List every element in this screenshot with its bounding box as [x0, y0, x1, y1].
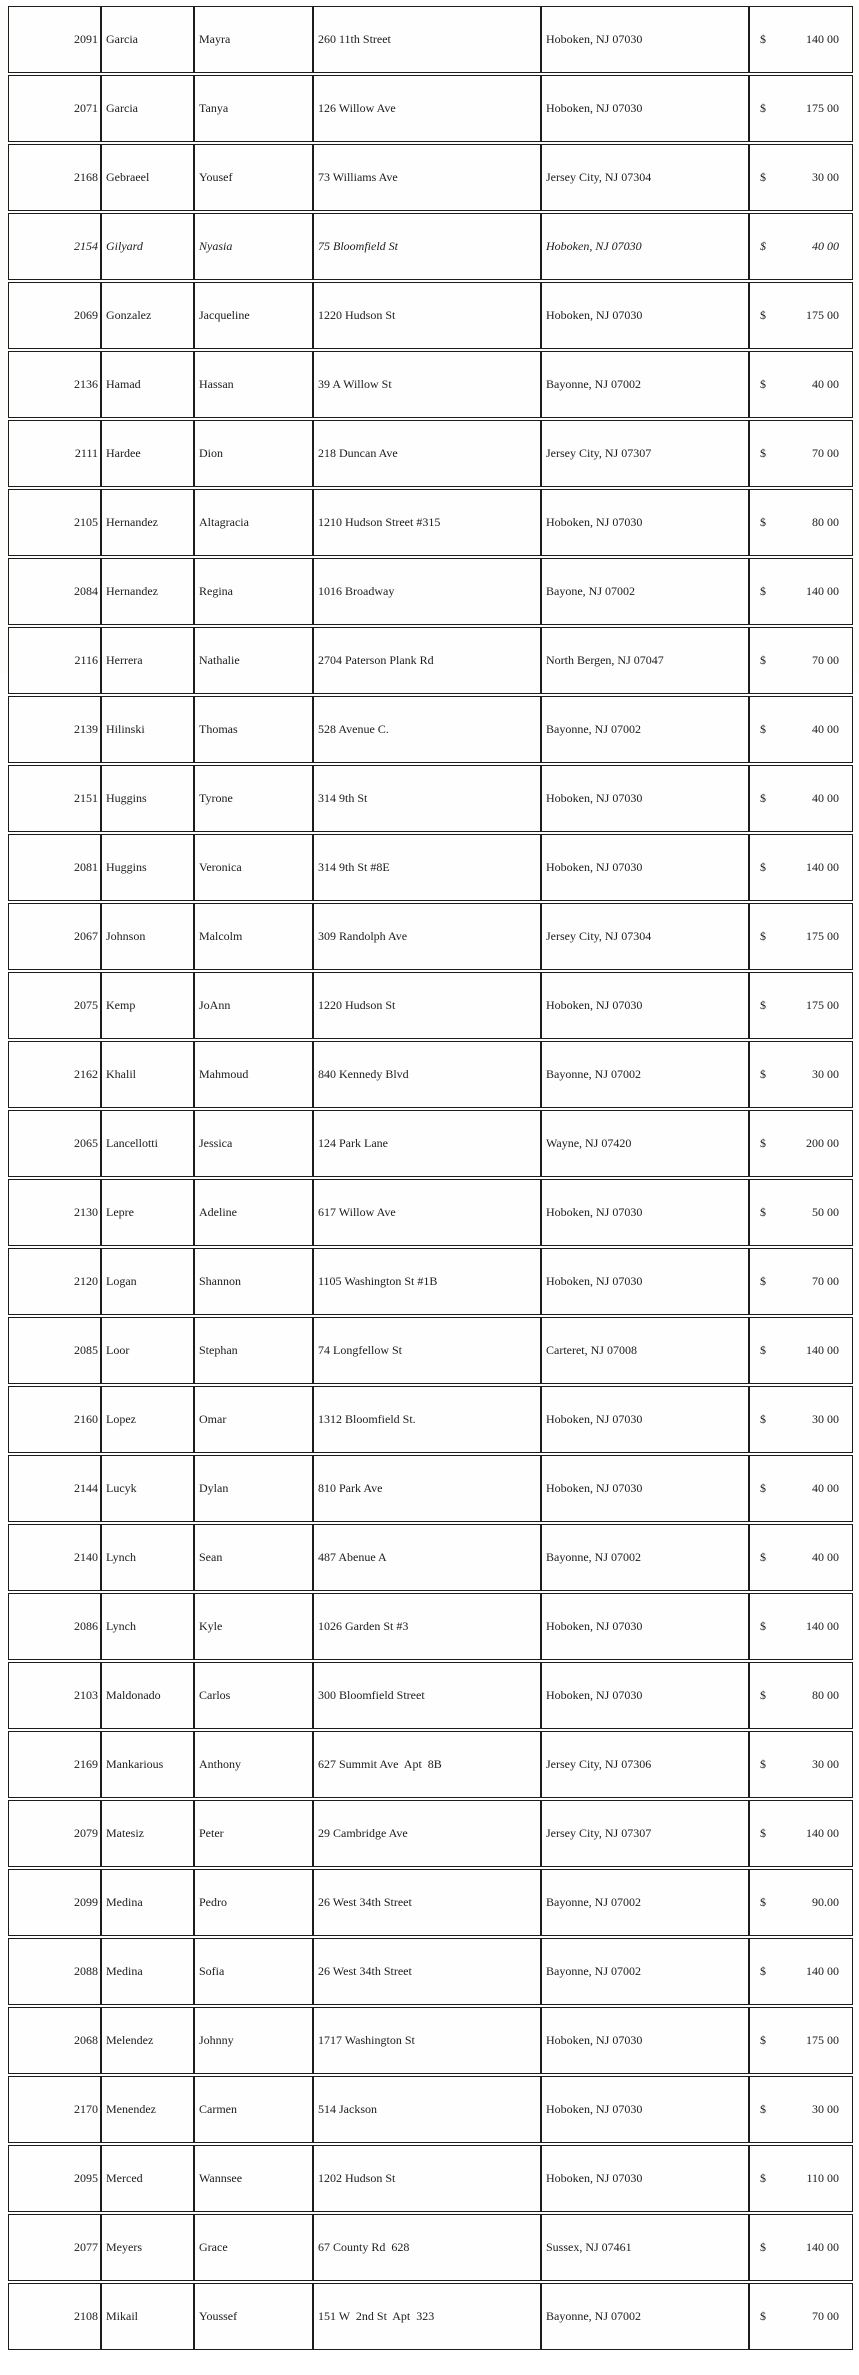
- city-state-zip-cell: Jersey City, NJ 07304: [541, 903, 749, 970]
- dollar-sign-icon: $: [760, 1550, 766, 1564]
- first-name-cell: Wannsee: [194, 2145, 313, 2212]
- record-id-cell: 2099: [8, 1869, 101, 1936]
- amount-wrapper: [754, 2284, 850, 2349]
- address-cell: 309 Randolph Ave: [313, 903, 541, 970]
- amount-value: 140 00: [806, 1619, 839, 1633]
- record-id-cell: 2071: [8, 75, 101, 142]
- first-name-cell: Hassan: [194, 351, 313, 418]
- city-state-zip-cell: Hoboken, NJ 07030: [541, 1593, 749, 1660]
- amount-value: 40 00: [812, 1550, 839, 1564]
- dollar-sign-icon: $: [760, 2240, 766, 2254]
- record-id-cell: 2169: [8, 1731, 101, 1798]
- dollar-sign-icon: $: [760, 1619, 766, 1633]
- city-state-zip-cell: Hoboken, NJ 07030: [541, 282, 749, 349]
- last-name-cell: Lancellotti: [101, 1110, 194, 1177]
- amount-value: 30 00: [812, 1412, 839, 1426]
- amount-value: 140 00: [806, 1964, 839, 1978]
- last-name-cell: Menendez: [101, 2076, 194, 2143]
- record-id-cell: 2116: [8, 627, 101, 694]
- record-id-cell: 2160: [8, 1386, 101, 1453]
- dollar-sign-icon: $: [760, 170, 766, 184]
- dollar-sign-icon: $: [760, 584, 766, 598]
- address-cell: 1717 Washington St: [313, 2007, 541, 2074]
- dollar-sign-icon: $: [760, 791, 766, 805]
- first-name-cell: Johnny: [194, 2007, 313, 2074]
- first-name-cell: Sofia: [194, 1938, 313, 2005]
- table-row: [8, 903, 853, 970]
- record-id-cell: 2065: [8, 1110, 101, 1177]
- last-name-cell: Garcia: [101, 75, 194, 142]
- address-cell: 151 W 2nd St Apt 323: [313, 2283, 541, 2350]
- city-state-zip-cell: Hoboken, NJ 07030: [541, 2076, 749, 2143]
- table-row: [8, 1524, 853, 1591]
- amount-value: 175 00: [806, 2033, 839, 2047]
- record-id-cell: 2084: [8, 558, 101, 625]
- first-name-cell: Nathalie: [194, 627, 313, 694]
- address-cell: 528 Avenue C.: [313, 696, 541, 763]
- dollar-sign-icon: $: [760, 446, 766, 460]
- first-name-cell: Veronica: [194, 834, 313, 901]
- dollar-sign-icon: $: [760, 1688, 766, 1702]
- amount-value: 140 00: [806, 584, 839, 598]
- record-id-cell: 2162: [8, 1041, 101, 1108]
- first-name-cell: Sean: [194, 1524, 313, 1591]
- table-row: [8, 213, 853, 280]
- city-state-zip-cell: Hoboken, NJ 07030: [541, 2145, 749, 2212]
- record-id-cell: 2170: [8, 2076, 101, 2143]
- last-name-cell: Melendez: [101, 2007, 194, 2074]
- first-name-cell: Malcolm: [194, 903, 313, 970]
- table-row: [8, 282, 853, 349]
- last-name-cell: Medina: [101, 1869, 194, 1936]
- first-name-cell: Thomas: [194, 696, 313, 763]
- record-id-cell: 2095: [8, 2145, 101, 2212]
- table-row: [8, 1455, 853, 1522]
- table-row: [8, 1869, 853, 1936]
- amount-value: 175 00: [806, 998, 839, 1012]
- record-id-cell: 2139: [8, 696, 101, 763]
- table-row: [8, 144, 853, 211]
- table-row: [8, 1800, 853, 1867]
- amount-value: 30 00: [812, 170, 839, 184]
- address-cell: 300 Bloomfield Street: [313, 1662, 541, 1729]
- dollar-sign-icon: $: [760, 377, 766, 391]
- records-table: [8, 4, 853, 2352]
- last-name-cell: Mankarious: [101, 1731, 194, 1798]
- record-id-cell: 2151: [8, 765, 101, 832]
- city-state-zip-cell: Hoboken, NJ 07030: [541, 2007, 749, 2074]
- table-row: [8, 6, 853, 73]
- address-cell: 1220 Hudson St: [313, 282, 541, 349]
- city-state-zip-cell: Bayonne, NJ 07002: [541, 696, 749, 763]
- amount-value: 110 00: [806, 2171, 839, 2185]
- dollar-sign-icon: $: [760, 1895, 766, 1909]
- record-id-cell: 2108: [8, 2283, 101, 2350]
- address-cell: 124 Park Lane: [313, 1110, 541, 1177]
- dollar-sign-icon: $: [760, 239, 766, 253]
- record-id-cell: 2130: [8, 1179, 101, 1246]
- amount-value: 40 00: [812, 791, 839, 805]
- address-cell: 26 West 34th Street: [313, 1938, 541, 2005]
- first-name-cell: Stephan: [194, 1317, 313, 1384]
- address-cell: 218 Duncan Ave: [313, 420, 541, 487]
- table-row: [8, 1041, 853, 1108]
- first-name-cell: Tanya: [194, 75, 313, 142]
- scanned-document-page: [0, 4, 859, 2323]
- record-id-cell: 2079: [8, 1800, 101, 1867]
- table-row: [8, 972, 853, 1039]
- address-cell: 29 Cambridge Ave: [313, 1800, 541, 1867]
- address-cell: 1105 Washington St #1B: [313, 1248, 541, 1315]
- city-state-zip-cell: Hoboken, NJ 07030: [541, 972, 749, 1039]
- amount-value: 70 00: [812, 2309, 839, 2323]
- amount-value: 140 00: [806, 860, 839, 874]
- last-name-cell: Gilyard: [101, 213, 194, 280]
- address-cell: 1026 Garden St #3: [313, 1593, 541, 1660]
- last-name-cell: Hardee: [101, 420, 194, 487]
- first-name-cell: Dylan: [194, 1455, 313, 1522]
- record-id-cell: 2154: [8, 213, 101, 280]
- first-name-cell: Peter: [194, 1800, 313, 1867]
- address-cell: 840 Kennedy Blvd: [313, 1041, 541, 1108]
- address-cell: 810 Park Ave: [313, 1455, 541, 1522]
- city-state-zip-cell: North Bergen, NJ 07047: [541, 627, 749, 694]
- address-cell: 39 A Willow St: [313, 351, 541, 418]
- address-cell: 617 Willow Ave: [313, 1179, 541, 1246]
- last-name-cell: Herrera: [101, 627, 194, 694]
- record-id-cell: 2091: [8, 6, 101, 73]
- city-state-zip-cell: Hoboken, NJ 07030: [541, 1662, 749, 1729]
- dollar-sign-icon: $: [760, 101, 766, 115]
- last-name-cell: Loor: [101, 1317, 194, 1384]
- first-name-cell: Adeline: [194, 1179, 313, 1246]
- dollar-sign-icon: $: [760, 308, 766, 322]
- dollar-sign-icon: $: [760, 1067, 766, 1081]
- dollar-sign-icon: $: [760, 1481, 766, 1495]
- last-name-cell: Mikail: [101, 2283, 194, 2350]
- table-row: [8, 834, 853, 901]
- dollar-sign-icon: $: [760, 998, 766, 1012]
- table-row: [8, 1731, 853, 1798]
- record-id-cell: 2088: [8, 1938, 101, 2005]
- address-cell: 1312 Bloomfield St.: [313, 1386, 541, 1453]
- first-name-cell: Regina: [194, 558, 313, 625]
- dollar-sign-icon: $: [760, 32, 766, 46]
- dollar-sign-icon: $: [760, 1136, 766, 1150]
- first-name-cell: Kyle: [194, 1593, 313, 1660]
- record-id-cell: 2086: [8, 1593, 101, 1660]
- table-row: [8, 1593, 853, 1660]
- amount-value: 30 00: [812, 1757, 839, 1771]
- amount-value: 70 00: [812, 653, 839, 667]
- table-row: [8, 2214, 853, 2281]
- amount-value: 140 00: [806, 1343, 839, 1357]
- table-row: [8, 351, 853, 418]
- amount-value: 200 00: [806, 1136, 839, 1150]
- amount-value: 40 00: [812, 377, 839, 391]
- city-state-zip-cell: Hoboken, NJ 07030: [541, 6, 749, 73]
- amount-value: 70 00: [812, 446, 839, 460]
- first-name-cell: Carmen: [194, 2076, 313, 2143]
- address-cell: 1220 Hudson St: [313, 972, 541, 1039]
- last-name-cell: Matesiz: [101, 1800, 194, 1867]
- city-state-zip-cell: Hoboken, NJ 07030: [541, 1455, 749, 1522]
- city-state-zip-cell: Hoboken, NJ 07030: [541, 213, 749, 280]
- address-cell: 2704 Paterson Plank Rd: [313, 627, 541, 694]
- record-id-cell: 2075: [8, 972, 101, 1039]
- first-name-cell: Grace: [194, 2214, 313, 2281]
- dollar-sign-icon: $: [760, 929, 766, 943]
- first-name-cell: Omar: [194, 1386, 313, 1453]
- first-name-cell: Tyrone: [194, 765, 313, 832]
- last-name-cell: Logan: [101, 1248, 194, 1315]
- amount-value: 30 00: [812, 2102, 839, 2116]
- first-name-cell: Yousef: [194, 144, 313, 211]
- amount-value: 80 00: [812, 515, 839, 529]
- records-table-body: [8, 6, 853, 2350]
- record-id-cell: 2120: [8, 1248, 101, 1315]
- record-id-cell: 2081: [8, 834, 101, 901]
- record-id-cell: 2140: [8, 1524, 101, 1591]
- last-name-cell: Hernandez: [101, 558, 194, 625]
- address-cell: 1210 Hudson Street #315: [313, 489, 541, 556]
- dollar-sign-icon: $: [760, 515, 766, 529]
- city-state-zip-cell: Bayonne, NJ 07002: [541, 1524, 749, 1591]
- city-state-zip-cell: Jersey City, NJ 07304: [541, 144, 749, 211]
- dollar-sign-icon: $: [760, 1205, 766, 1219]
- record-id-cell: 2085: [8, 1317, 101, 1384]
- address-cell: 1202 Hudson St: [313, 2145, 541, 2212]
- amount-value: 40 00: [812, 239, 839, 253]
- amount-value: 90.00: [812, 1895, 839, 1909]
- last-name-cell: Huggins: [101, 834, 194, 901]
- city-state-zip-cell: Wayne, NJ 07420: [541, 1110, 749, 1177]
- first-name-cell: Shannon: [194, 1248, 313, 1315]
- table-row: [8, 75, 853, 142]
- last-name-cell: Johnson: [101, 903, 194, 970]
- amount-value: 70 00: [812, 1274, 839, 1288]
- city-state-zip-cell: Bayonne, NJ 07002: [541, 1041, 749, 1108]
- amount-value: 80 00: [812, 1688, 839, 1702]
- amount-value: 30 00: [812, 1067, 839, 1081]
- last-name-cell: Merced: [101, 2145, 194, 2212]
- first-name-cell: Youssef: [194, 2283, 313, 2350]
- city-state-zip-cell: Hoboken, NJ 07030: [541, 834, 749, 901]
- table-row: [8, 489, 853, 556]
- address-cell: 67 County Rd 628: [313, 2214, 541, 2281]
- last-name-cell: Lepre: [101, 1179, 194, 1246]
- table-row: [8, 1317, 853, 1384]
- city-state-zip-cell: Bayonne, NJ 07002: [541, 1869, 749, 1936]
- last-name-cell: Hamad: [101, 351, 194, 418]
- city-state-zip-cell: Bayonne, NJ 07002: [541, 2283, 749, 2350]
- first-name-cell: Pedro: [194, 1869, 313, 1936]
- table-row: [8, 765, 853, 832]
- dollar-sign-icon: $: [760, 1412, 766, 1426]
- last-name-cell: Lynch: [101, 1593, 194, 1660]
- address-cell: 74 Longfellow St: [313, 1317, 541, 1384]
- city-state-zip-cell: Hoboken, NJ 07030: [541, 1386, 749, 1453]
- first-name-cell: Jacqueline: [194, 282, 313, 349]
- table-row: [8, 696, 853, 763]
- last-name-cell: Lucyk: [101, 1455, 194, 1522]
- address-cell: 514 Jackson: [313, 2076, 541, 2143]
- last-name-cell: Lynch: [101, 1524, 194, 1591]
- amount-value: 40 00: [812, 722, 839, 736]
- address-cell: 487 Abenue A: [313, 1524, 541, 1591]
- last-name-cell: Gebraeel: [101, 144, 194, 211]
- record-id-cell: 2144: [8, 1455, 101, 1522]
- dollar-sign-icon: $: [760, 1757, 766, 1771]
- address-cell: 260 11th Street: [313, 6, 541, 73]
- dollar-sign-icon: $: [760, 2309, 766, 2323]
- dollar-sign-icon: $: [760, 653, 766, 667]
- last-name-cell: Khalil: [101, 1041, 194, 1108]
- city-state-zip-cell: Hoboken, NJ 07030: [541, 489, 749, 556]
- record-id-cell: 2103: [8, 1662, 101, 1729]
- record-id-cell: 2136: [8, 351, 101, 418]
- address-cell: 1016 Broadway: [313, 558, 541, 625]
- city-state-zip-cell: Sussex, NJ 07461: [541, 2214, 749, 2281]
- last-name-cell: Huggins: [101, 765, 194, 832]
- city-state-zip-cell: Bayonne, NJ 07002: [541, 351, 749, 418]
- last-name-cell: Gonzalez: [101, 282, 194, 349]
- dollar-sign-icon: $: [760, 722, 766, 736]
- address-cell: 75 Bloomfield St: [313, 213, 541, 280]
- first-name-cell: JoAnn: [194, 972, 313, 1039]
- record-id-cell: 2077: [8, 2214, 101, 2281]
- table-row: [8, 1179, 853, 1246]
- city-state-zip-cell: Carteret, NJ 07008: [541, 1317, 749, 1384]
- city-state-zip-cell: Hoboken, NJ 07030: [541, 75, 749, 142]
- first-name-cell: Jessica: [194, 1110, 313, 1177]
- first-name-cell: Dion: [194, 420, 313, 487]
- last-name-cell: Kemp: [101, 972, 194, 1039]
- table-row: [8, 1662, 853, 1729]
- record-id-cell: 2069: [8, 282, 101, 349]
- city-state-zip-cell: Jersey City, NJ 07307: [541, 420, 749, 487]
- city-state-zip-cell: Hoboken, NJ 07030: [541, 1248, 749, 1315]
- dollar-sign-icon: $: [760, 1274, 766, 1288]
- last-name-cell: Meyers: [101, 2214, 194, 2281]
- first-name-cell: Altagracia: [194, 489, 313, 556]
- table-row: [8, 1248, 853, 1315]
- table-row: [8, 1110, 853, 1177]
- table-row: [8, 1386, 853, 1453]
- amount-value: 140 00: [806, 1826, 839, 1840]
- record-id-cell: 2067: [8, 903, 101, 970]
- record-id-cell: 2111: [8, 420, 101, 487]
- city-state-zip-cell: Bayonne, NJ 07002: [541, 1938, 749, 2005]
- amount-value: 175 00: [806, 929, 839, 943]
- table-row: [8, 420, 853, 487]
- amount-value: 50 00: [812, 1205, 839, 1219]
- last-name-cell: Hernandez: [101, 489, 194, 556]
- amount-value: 40 00: [812, 1481, 839, 1495]
- city-state-zip-cell: Jersey City, NJ 07306: [541, 1731, 749, 1798]
- dollar-sign-icon: $: [760, 1964, 766, 1978]
- table-row: [8, 2145, 853, 2212]
- record-id-cell: 2105: [8, 489, 101, 556]
- amount-value: 140 00: [806, 32, 839, 46]
- first-name-cell: Carlos: [194, 1662, 313, 1729]
- record-id-cell: 2168: [8, 144, 101, 211]
- last-name-cell: Lopez: [101, 1386, 194, 1453]
- table-row: [8, 2283, 853, 2350]
- dollar-sign-icon: $: [760, 2171, 766, 2185]
- table-row: [8, 2007, 853, 2074]
- table-row: [8, 2076, 853, 2143]
- first-name-cell: Mayra: [194, 6, 313, 73]
- table-row: [8, 1938, 853, 2005]
- amount-value: 140 00: [806, 2240, 839, 2254]
- address-cell: 73 Williams Ave: [313, 144, 541, 211]
- city-state-zip-cell: Bayone, NJ 07002: [541, 558, 749, 625]
- amount-value: 175 00: [806, 308, 839, 322]
- dollar-sign-icon: $: [760, 2033, 766, 2047]
- dollar-sign-icon: $: [760, 1826, 766, 1840]
- address-cell: 126 Willow Ave: [313, 75, 541, 142]
- amount-value: 175 00: [806, 101, 839, 115]
- dollar-sign-icon: $: [760, 2102, 766, 2116]
- city-state-zip-cell: Jersey City, NJ 07307: [541, 1800, 749, 1867]
- last-name-cell: Maldonado: [101, 1662, 194, 1729]
- dollar-sign-icon: $: [760, 1343, 766, 1357]
- record-id-cell: 2068: [8, 2007, 101, 2074]
- table-row: [8, 627, 853, 694]
- address-cell: 314 9th St: [313, 765, 541, 832]
- address-cell: 26 West 34th Street: [313, 1869, 541, 1936]
- first-name-cell: Mahmoud: [194, 1041, 313, 1108]
- city-state-zip-cell: Hoboken, NJ 07030: [541, 1179, 749, 1246]
- table-row: [8, 558, 853, 625]
- last-name-cell: Garcia: [101, 6, 194, 73]
- dollar-sign-icon: $: [760, 860, 766, 874]
- first-name-cell: Anthony: [194, 1731, 313, 1798]
- address-cell: 314 9th St #8E: [313, 834, 541, 901]
- city-state-zip-cell: Hoboken, NJ 07030: [541, 765, 749, 832]
- last-name-cell: Medina: [101, 1938, 194, 2005]
- first-name-cell: Nyasia: [194, 213, 313, 280]
- address-cell: 627 Summit Ave Apt 8B: [313, 1731, 541, 1798]
- last-name-cell: Hilinski: [101, 696, 194, 763]
